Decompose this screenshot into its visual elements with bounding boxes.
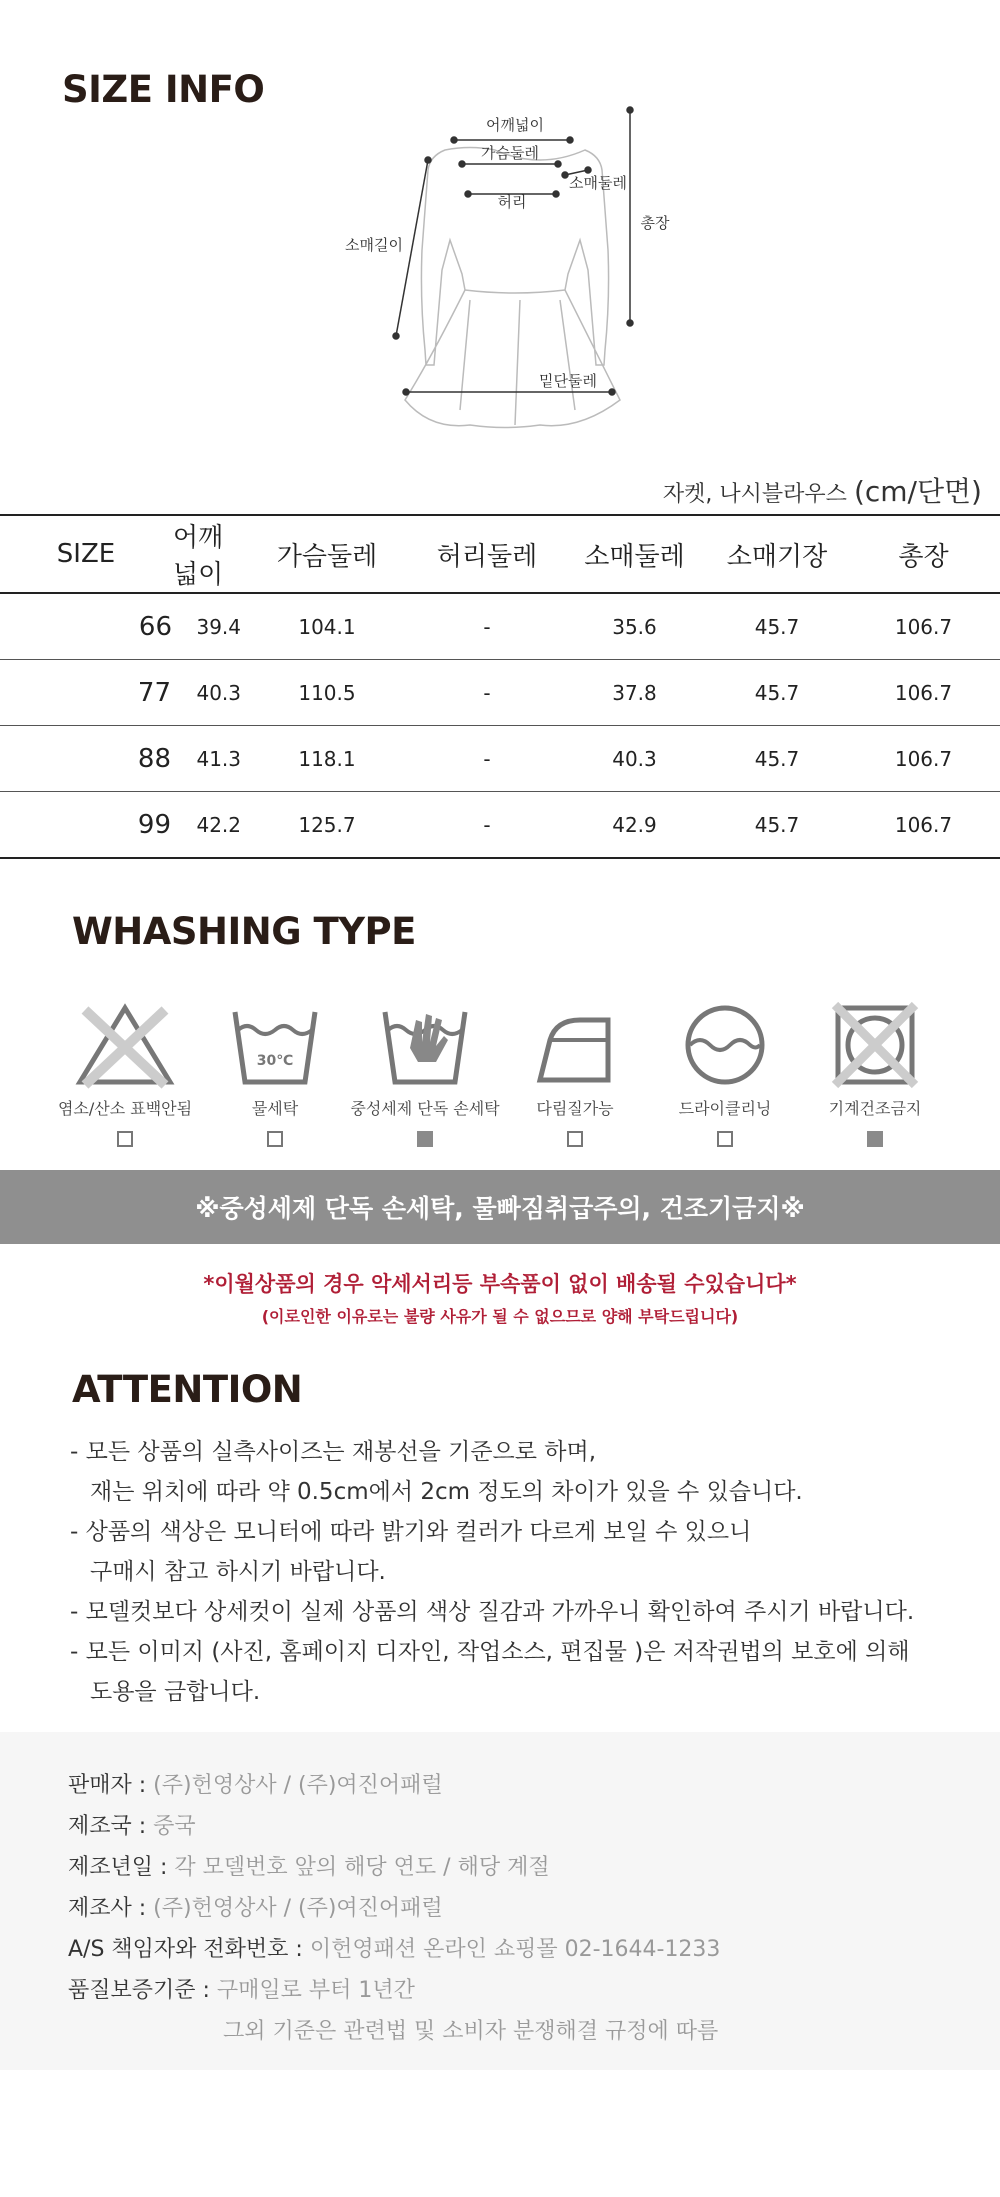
wash-item-dryclean: [650, 1000, 800, 1160]
cell-waist: -: [483, 812, 491, 837]
checkbox-bleach: [117, 1131, 133, 1147]
wash-label: 물세탁: [251, 1099, 299, 1118]
size-unit-text: (cm/단면): [853, 475, 982, 508]
wash-label: 다림질가능: [536, 1099, 614, 1118]
attention-list: [70, 1432, 970, 1712]
attention-line: 재는 위치에 따라 약 0.5cm에서 2cm 정도의 차이가 있을 수 있습니다.: [90, 1479, 803, 1505]
checkbox-iron: [567, 1131, 583, 1147]
cell-total-length: 106.7: [894, 812, 953, 837]
cell-shoulder: 42.2: [196, 812, 241, 837]
cell-chest: 125.7: [298, 812, 356, 837]
attention-title: ATTENTION: [72, 1368, 303, 1411]
table-row: [0, 726, 1000, 792]
wash-item-bleach: [50, 1000, 200, 1160]
bleach-not-allowed-icon: [70, 1000, 180, 1090]
notice-line-1: *이월상품의 경우 악세서리등 부속품이 없이 배송될 수있습니다*: [203, 1272, 797, 1296]
product-info-panel: [0, 1732, 1000, 2070]
cell-waist: -: [483, 680, 491, 705]
label-shoulder: 어깨넓이: [486, 116, 544, 134]
cell-chest: 118.1: [298, 746, 356, 771]
cell-sleeve-girth: 40.3: [612, 746, 657, 771]
info-value: 각 모델번호 앞의 해당 연도 / 해당 계절: [174, 1855, 550, 1880]
label-waist: 허리: [497, 193, 527, 211]
checkbox-nodry: [867, 1131, 883, 1147]
info-label: 제조년일 :: [68, 1855, 175, 1880]
wash-temp: 30℃: [256, 1053, 294, 1069]
info-maker: [68, 1891, 443, 1922]
label-sleeve-girth: 소매둘레: [569, 174, 627, 192]
info-label: 제조사 :: [68, 1896, 154, 1921]
th-total-length: 총장: [898, 541, 949, 572]
no-tumble-dry-icon: [820, 1000, 930, 1090]
size-note-text: 자켓, 나시블라우스: [662, 482, 847, 507]
th-size: SIZE: [56, 539, 116, 569]
info-label: A/S 책임자와 전화번호 :: [68, 1937, 310, 1962]
cell-size: 99: [137, 809, 171, 840]
info-value: (주)헌영상사 / (주)여진어패럴: [153, 1773, 443, 1798]
wash-label: 중성세제 단독 손세탁: [350, 1099, 500, 1118]
label-hem: 밑단둘레: [539, 372, 597, 390]
cell-total-length: 106.7: [894, 680, 953, 705]
hand-wash-icon: [370, 1000, 480, 1090]
info-quality: [68, 1973, 415, 2004]
washing-banner: ※중성세제 단독 손세탁, 물빠짐취급주의, 건조기금지※: [0, 1170, 1000, 1244]
cell-sleeve-length: 45.7: [754, 812, 800, 837]
washing-title: WHASHING TYPE: [72, 910, 416, 953]
cell-shoulder: 41.3: [196, 746, 241, 771]
dress-size-diagram: [0, 100, 1000, 470]
attention-line: 도용을 금합니다.: [90, 1679, 261, 1705]
info-date: [68, 1850, 550, 1881]
cell-shoulder: 39.4: [196, 614, 241, 639]
label-total-length: 총장: [640, 214, 670, 232]
size-info-title: SIZE INFO: [62, 68, 265, 111]
wash-item-iron: [500, 1000, 650, 1160]
dry-clean-icon: [670, 1000, 780, 1090]
cell-sleeve-length: 45.7: [754, 680, 800, 705]
wash-label: 드라이클리닝: [678, 1099, 772, 1118]
cell-sleeve-girth: 42.9: [612, 812, 657, 837]
th-chest: 가슴둘레: [276, 541, 378, 572]
size-table-header: [0, 515, 1000, 593]
th-sleeve-length: 소매기장: [726, 541, 828, 572]
cell-chest: 110.5: [298, 680, 356, 705]
washing-icons: [50, 1000, 950, 1160]
wash-item-nodry: [800, 1000, 950, 1160]
info-seller: [68, 1768, 443, 1799]
cell-size: 88: [137, 743, 171, 774]
label-chest: 가슴둘레: [481, 144, 539, 162]
cell-waist: -: [483, 614, 491, 639]
attention-line: - 모든 이미지 (사진, 홈페이지 디자인, 작업소스, 편집물 )은 저작권법의 보호에 의해: [70, 1639, 910, 1665]
label-sleeve-length: 소매길이: [345, 236, 403, 254]
info-label: 제조국 :: [68, 1814, 154, 1839]
info-value: 이헌영패션 온라인 쇼핑몰 02-1644-1233: [309, 1937, 721, 1962]
cell-total-length: 106.7: [894, 746, 953, 771]
th-sleeve-girth: 소매둘레: [584, 541, 685, 572]
checkbox-water: [267, 1131, 283, 1147]
cell-sleeve-girth: 37.8: [612, 680, 657, 705]
table-row: [0, 593, 1000, 660]
attention-line: - 상품의 색상은 모니터에 따라 밝기와 컬러가 다르게 보일 수 있으니: [70, 1519, 752, 1545]
notice-line-2: (이로인한 이유로는 불량 사유가 될 수 없으므로 양해 부탁드립니다): [261, 1307, 739, 1326]
info-value: 그외 기준은 관련법 및 소비자 분쟁해결 규정에 따름: [223, 2019, 719, 2044]
wash-30-icon: [220, 1000, 330, 1090]
checkbox-dryclean: [717, 1131, 733, 1147]
cell-total-length: 106.7: [894, 614, 953, 639]
info-value: 중국: [153, 1814, 196, 1839]
info-label: 품질보증기준 :: [68, 1978, 217, 2003]
info-value: (주)헌영상사 / (주)여진어패럴: [153, 1896, 443, 1921]
info-label: 판매자 :: [68, 1773, 154, 1798]
cell-sleeve-length: 45.7: [754, 614, 800, 639]
size-unit-note: [663, 470, 982, 510]
info-value: 구매일로 부터 1년간: [216, 1978, 415, 2003]
th-shoulder: 어깨넓이: [173, 523, 224, 590]
info-country: [68, 1809, 196, 1840]
cell-size: 66: [138, 611, 172, 642]
wash-item-water: [200, 1000, 350, 1160]
table-row: [0, 660, 1000, 726]
attention-line: - 모델컷보다 상세컷이 실제 상품의 색상 질감과 가까우니 확인하여 주시기 바랍니다.: [70, 1599, 915, 1625]
th-waist: 허리둘레: [436, 541, 538, 572]
cell-shoulder: 40.3: [196, 680, 241, 705]
iron-icon: [520, 1000, 630, 1090]
checkbox-hand: [417, 1131, 433, 1147]
info-as: [68, 1932, 720, 1963]
cell-sleeve-length: 45.7: [754, 746, 800, 771]
cell-size: 77: [137, 677, 171, 708]
wash-label: 기계건조금지: [828, 1099, 922, 1118]
attention-line: 구매시 참고 하시기 바랍니다.: [90, 1559, 386, 1585]
attention-line: - 모든 상품의 실측사이즈는 재봉선을 기준으로 하며,: [70, 1439, 597, 1465]
cell-sleeve-girth: 35.6: [612, 614, 657, 639]
wash-label: 염소/산소 표백안됨: [57, 1099, 193, 1118]
cell-waist: -: [483, 746, 491, 771]
table-row: [0, 792, 1000, 859]
wash-item-hand: [350, 1000, 500, 1160]
size-table: [0, 514, 1000, 859]
cell-chest: 104.1: [298, 614, 356, 639]
info-quality-2: [223, 2014, 718, 2045]
